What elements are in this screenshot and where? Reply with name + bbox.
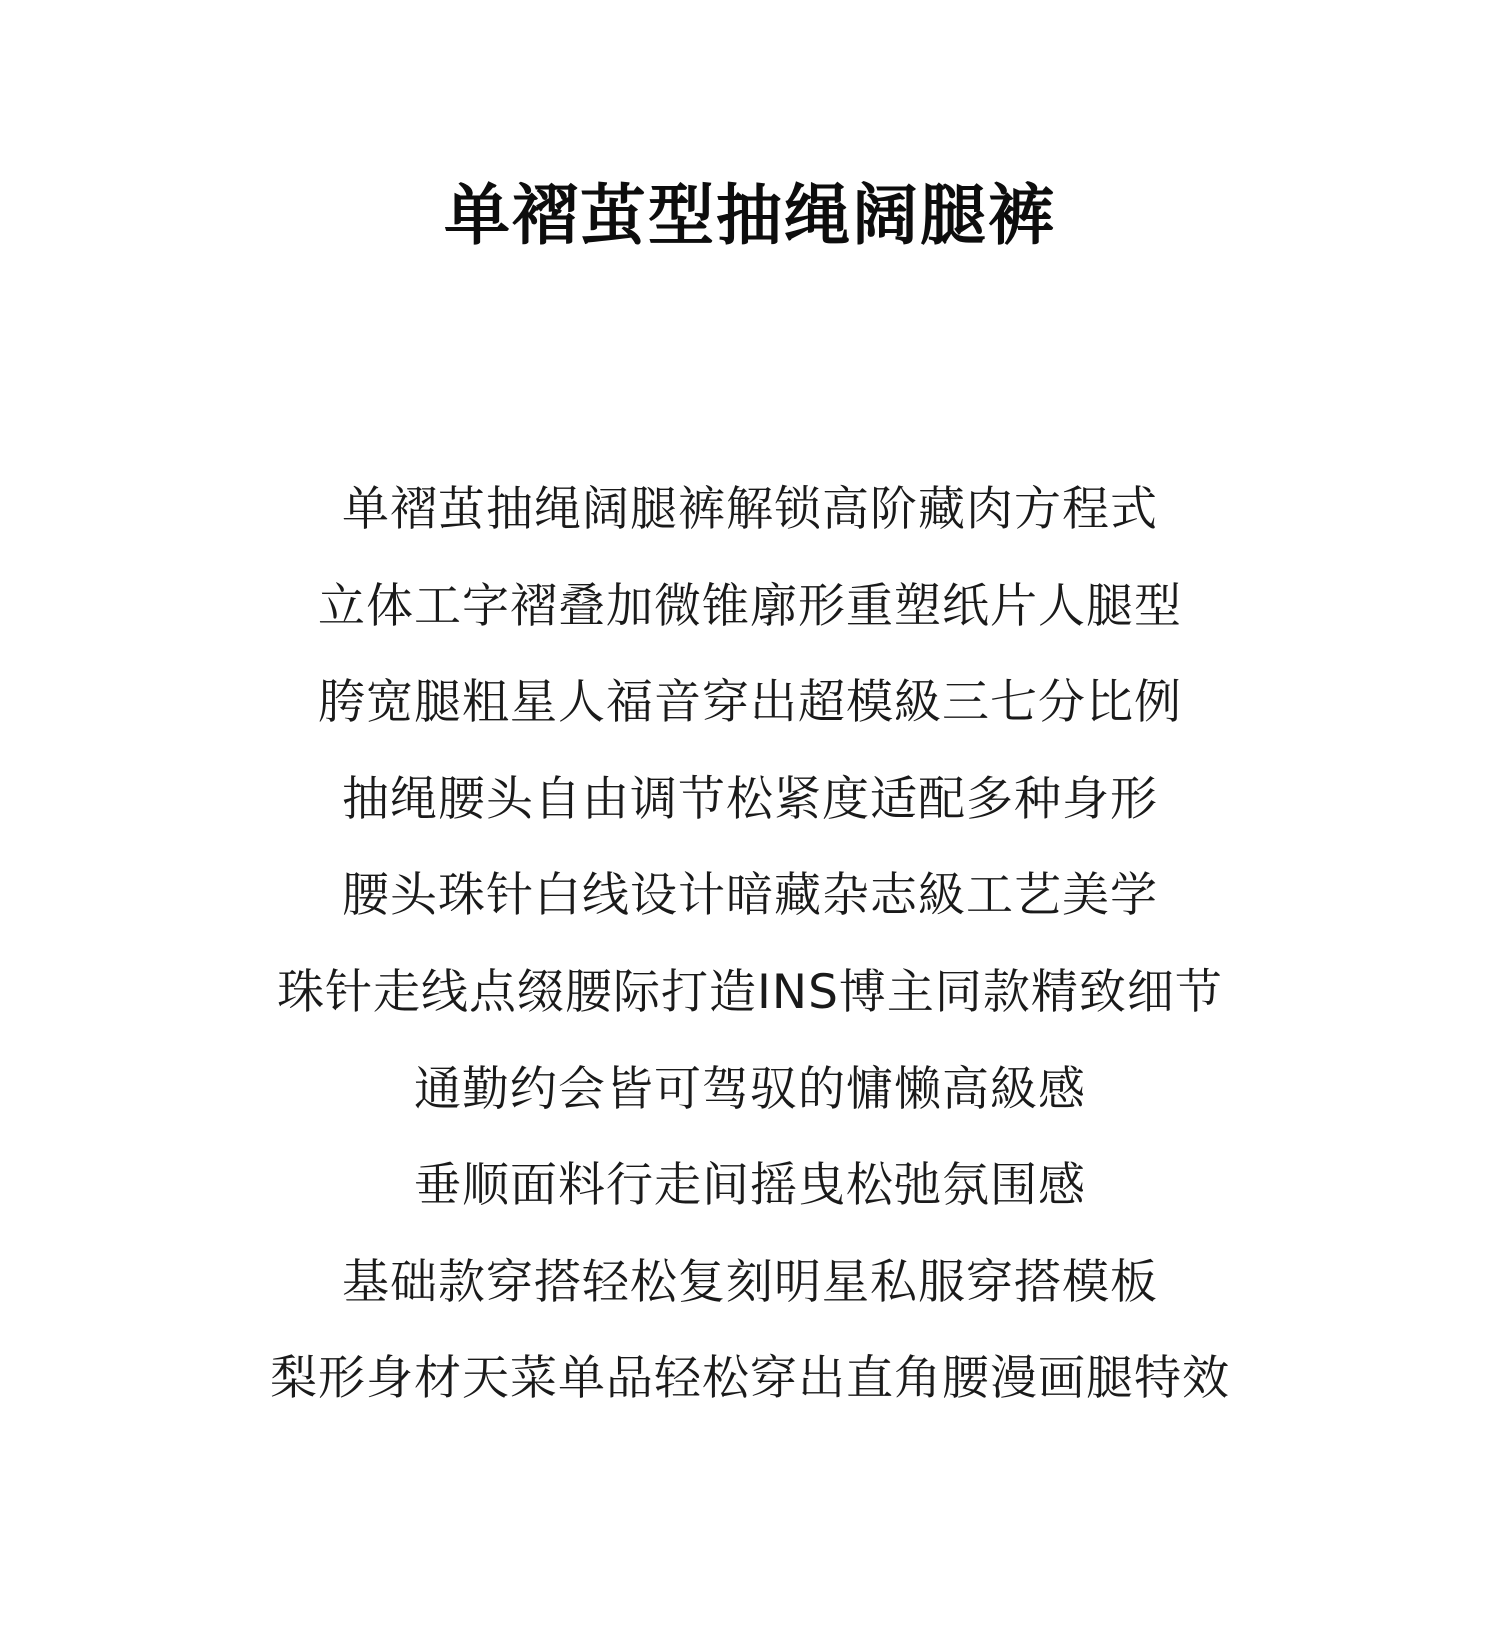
feature-line-10: 梨形身材天菜单品轻松穿出直角腰漫画腿特效 <box>270 1351 1230 1407</box>
feature-line-7: 通勤约会皆可驾驭的慵懒高級感 <box>414 1061 1086 1117</box>
feature-line-6: 珠针走线点缀腰际打造INS博主同款精致细节 <box>277 964 1223 1020</box>
feature-line-4: 抽绳腰头自由调节松紧度适配多种身形 <box>342 771 1158 827</box>
feature-line-9: 基础款穿搭轻松复刻明星私服穿搭模板 <box>342 1254 1158 1310</box>
page-title: 单褶茧型抽绳阔腿裤 <box>444 177 1056 254</box>
feature-line-5: 腰头珠针白线设计暗藏杂志級工艺美学 <box>342 868 1158 924</box>
feature-line-3: 胯宽腿粗星人福音穿出超模級三七分比例 <box>318 675 1182 731</box>
feature-line-8: 垂顺面料行走间摇曳松弛氛围感 <box>414 1158 1086 1214</box>
feature-line-2: 立体工字褶叠加微锥廓形重塑纸片人腿型 <box>318 578 1182 634</box>
feature-line-1: 单褶茧抽绳阔腿裤解锁高阶藏肉方程式 <box>342 482 1158 537</box>
feature-list <box>0 480 1500 1446</box>
